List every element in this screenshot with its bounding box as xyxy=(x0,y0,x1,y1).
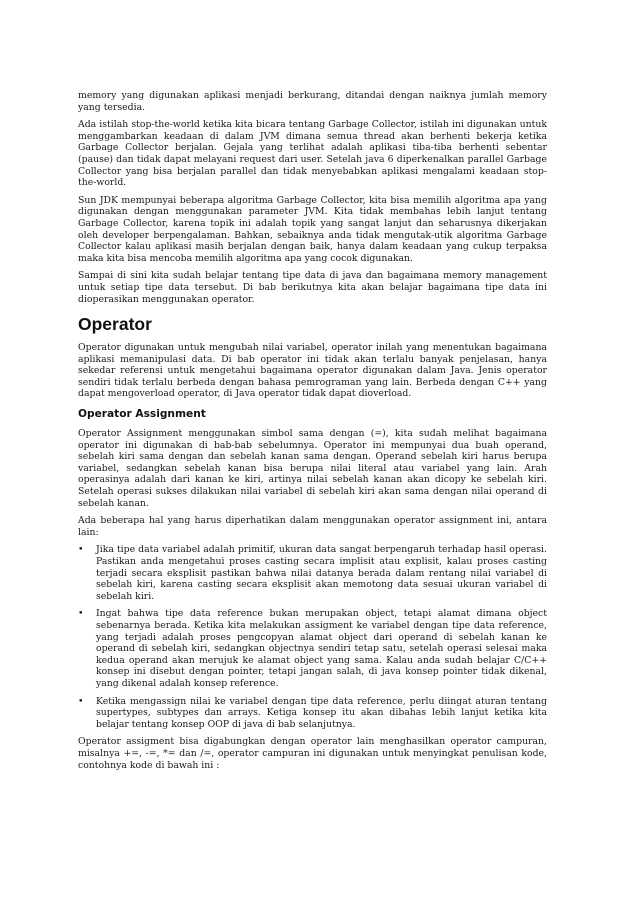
paragraph-memory: memory yang digunakan aplikasi menjadi berkurang, ditandai dengan naiknya jumlah memory yang tersedia. xyxy=(78,90,547,113)
list-item xyxy=(78,696,547,731)
list-item-text: Ketika mengassign nilai ke variabel dengan tipe data reference, perlu diingat aturan tentang supertypes, subtypes dan arrays. Ketiga konsep itu akan dibahas lebih lanjut ketika kita belajar tentang konsep OOP di java di bab selanjutnya. xyxy=(96,695,547,730)
bullet-mark: • xyxy=(78,544,84,556)
bullet-mark: • xyxy=(78,608,84,620)
paragraph-jdk-gc: Sun JDK mempunyai beberapa algoritma Garbage Collector, kita bisa memilih algoritma apa yang digunakan dengan menggunakan parameter JVM. Kita tidak membahas lebih lanjut tentang Garbage Collector, karena topik ini adalah topik yang sangat lanjut dan seharusnya dikerjakan oleh developer berpengalaman. Bahkan, sebaiknya anda tidak mengutak-utik algoritma Garbage Collector kalau aplikasi masih berjalan dengan baik, hanya dalam keadaan yang cukup terpaksa maka kita bisa mencoba memilih algoritma apa yang cocok digunakan. xyxy=(78,194,547,264)
bullet-mark: • xyxy=(78,695,84,707)
paragraph-assignment-notes: Ada beberapa hal yang harus diperhatikan dalam menggunakan operator assignment ini, antara lain: xyxy=(78,515,547,538)
bullet-list xyxy=(78,544,547,730)
list-item-text: Jika tipe data variabel adalah primitif, ukuran data sangat berpengaruh terhadap hasil operasi. Pastikan anda mengetahui proses casting secara implisit atau explisit, kalau proses casting terjadi secara eksplisit pastikan bahwa nilai datanya berada dalam rentang nilai variabel di sebelah kiri, karena casting secara eksplisit akan memotong data sesuai ukuran variabel di sebelah kiri. xyxy=(96,544,547,602)
paragraph-summary: Sampai di sini kita sudah belajar tentang tipe data di java dan bagaimana memory management untuk setiap tipe data tersebut. Di bab berikutnya kita akan belajar bagaimana tipe data ini dioperasikan menggunakan operator. xyxy=(78,270,547,305)
list-item-text: Ingat bahwa tipe data reference bukan merupakan object, tetapi alamat dimana object sebenarnya berada. Ketika kita melakukan assigment ke variabel dengan tipe data reference, yang terjadi adalah proses pengcopyan alamat object dari operand di sebelah kanan ke operand di sebelah kiri, sedangkan objectnya sendiri tetap satu, setelah operasi selesai maka kedua operand akan merujuk ke alamat object yang sama. Kalau anda sudah belajar C/C++ konsep ini disebut dengan pointer, tetapi jangan salah, di java konsep pointer tidak dikenal, yang dikenal adalah konsep reference. xyxy=(96,608,547,689)
list-item xyxy=(78,544,547,602)
paragraph-stop-the-world: Ada istilah stop-the-world ketika kita bicara tentang Garbage Collector, istilah ini digunakan untuk menggambarkan keadaan di dalam JVM dimana semua thread akan berhenti bekerja ketika Garbage Collector berjalan. Gejala yang terlihat adalah aplikasi tiba-tiba berhenti sebentar (pause) dan tidak dapat melayani request dari user. Setelah java 6 diperkenalkan parallel Garbage Collector yang bisa berjalan parallel dan tidak menyebabkan aplikasi mengalami keadaan stop-the-world. xyxy=(78,119,547,189)
heading-operator: Operator xyxy=(78,314,152,335)
document-page xyxy=(78,90,547,777)
heading-operator-assignment: Operator Assignment xyxy=(78,408,206,421)
paragraph-assignment-intro: Operator Assignment menggunakan simbol sama dengan (=), kita sudah melihat bagaimana operator ini digunakan di bab-bab sebelumnya. Operator ini mempunyai dua buah operand, sebelah kiri sama dengan dan sebelah kanan sama dengan. Operand sebelah kiri harus berupa variabel, sedangkan sebelah kanan bisa berupa nilai literal atau variabel yang lain. Arah operasinya adalah dari kanan ke kiri, artinya nilai sebelah kanan akan dicopy ke sebelah kiri. Setelah operasi sukses dilakukan nilai variabel di sebelah kiri akan sama dengan nilai operand di sebelah kanan. xyxy=(78,428,547,509)
paragraph-compound-operators: Operator assigment bisa digabungkan dengan operator lain menghasilkan operator campuran, misalnya +=, -=, *= dan /=, operator campuran ini digunakan untuk menyingkat penulisan kode, contohnya kode di bawah ini : xyxy=(78,736,547,771)
paragraph-operator-intro: Operator digunakan untuk mengubah nilai variabel, operator inilah yang menentukan bagaimana aplikasi memanipulasi data. Di bab operator ini tidak akan terlalu banyak penjelasan, hanya sekedar referensi untuk mengetahui bagaimana operator digunakan dalam Java. Jenis operator sendiri tidak terlalu berbeda dengan bahasa pemrograman yang lain. Berbeda dengan C++ yang dapat mengoverload operator, di Java operator tidak dapat dioverload. xyxy=(78,342,547,400)
list-item xyxy=(78,608,547,689)
